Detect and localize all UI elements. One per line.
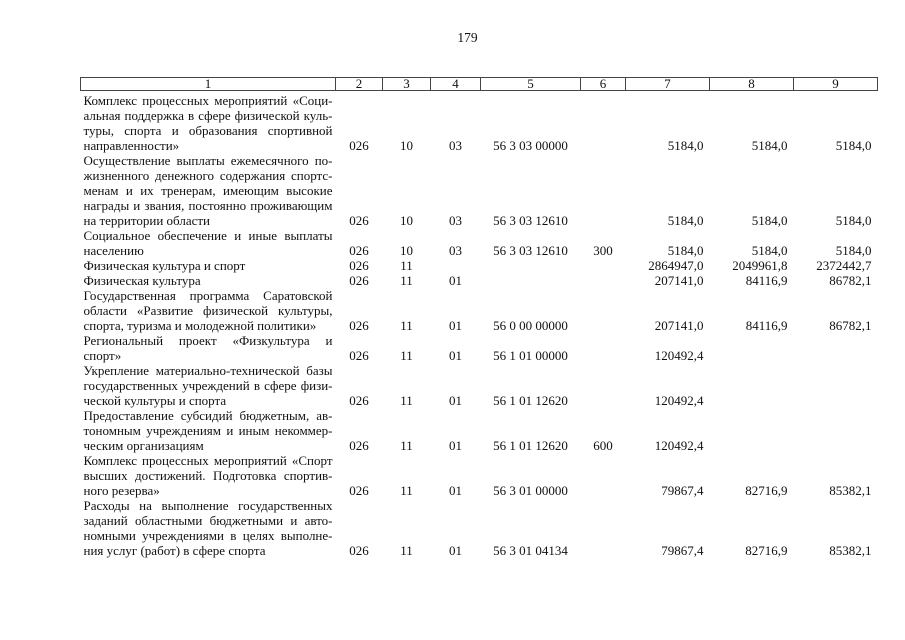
row-name-line: области «Развитие физической культуры,: [83, 303, 333, 318]
row-name: [81, 408, 336, 453]
row-name-line: Укрепление материально-технической базы: [83, 363, 333, 378]
row-name-line: Осуществление выплаты ежемесячного по-: [83, 153, 333, 168]
cell-c3: 10: [400, 243, 413, 258]
cell-c9: 2372442,7: [816, 258, 872, 273]
row-name-line: альная поддержка в сфере физической куль-: [83, 108, 333, 123]
cell-c3: 11: [400, 318, 413, 333]
cell-c4: 03: [449, 243, 462, 258]
row-name: [81, 258, 336, 273]
cell-c5: 56 1 01 12620: [493, 393, 568, 408]
row-name: [81, 288, 336, 333]
cell-c8: 82716,9: [745, 483, 788, 498]
table-row: [81, 258, 878, 273]
cell-c4: [431, 258, 481, 273]
cell-c8: 5184,0: [751, 138, 788, 153]
row-name-line: высших достижений. Подготовка спортив-: [83, 468, 333, 483]
cell-c8: [710, 408, 794, 453]
row-name-line: Комплекс процессных мероприятий «Соци-: [83, 93, 333, 108]
cell-c6: [581, 273, 626, 288]
cell-c7: 5184,0: [667, 243, 704, 258]
cell-c3: 11: [400, 483, 413, 498]
cell-c9: 5184,0: [835, 243, 872, 258]
cell-c9: 5184,0: [835, 213, 872, 228]
cell-c2: 026: [349, 348, 369, 363]
table-row: [81, 408, 878, 453]
row-name-line: Государственная программа Саратовской: [83, 288, 333, 303]
row-name-line: Региональный проект «Физкультура и: [83, 333, 333, 348]
cell-c3: 11: [400, 438, 413, 453]
cell-c4: 01: [449, 543, 462, 558]
cell-c3: 11: [400, 258, 413, 273]
row-name-line: Предоставление субсидий бюджетным, ав-: [83, 408, 333, 423]
cell-c5: [481, 258, 581, 273]
cell-c2: 026: [349, 243, 369, 258]
cell-c6: [581, 258, 626, 273]
cell-c2: 026: [349, 543, 369, 558]
cell-c6: [581, 498, 626, 558]
cell-c6: 600: [593, 438, 613, 453]
row-name: [81, 91, 336, 154]
row-name: [81, 333, 336, 363]
cell-c3: 11: [400, 348, 413, 363]
row-name: [81, 228, 336, 258]
column-header-6: 6: [581, 78, 626, 91]
cell-c6: [581, 91, 626, 154]
cell-c7: 207141,0: [654, 318, 704, 333]
row-name-line: спорта, туризма и молодежной политики»: [83, 318, 317, 333]
cell-c6: 300: [593, 243, 613, 258]
cell-c5: 56 1 01 12620: [493, 438, 568, 453]
cell-c9: [794, 333, 878, 363]
cell-c2: 026: [349, 438, 369, 453]
cell-c3: 11: [400, 543, 413, 558]
table-row: [81, 288, 878, 333]
table-row: [81, 363, 878, 408]
cell-c9: 85382,1: [829, 543, 872, 558]
row-name-line: ческой культуры и спорта: [83, 393, 227, 408]
cell-c7: 79867,4: [661, 543, 704, 558]
cell-c6: [581, 153, 626, 228]
row-name-line: тономным учреждениям и иным некоммер-: [83, 423, 333, 438]
row-name-line: туры, спорта и образования спортивной: [83, 123, 333, 138]
cell-c6: [581, 453, 626, 498]
cell-c7: 5184,0: [667, 213, 704, 228]
cell-c7: 207141,0: [654, 273, 704, 288]
cell-c6: [581, 333, 626, 363]
column-header-3: 3: [383, 78, 431, 91]
row-name-line: Социальное обеспечение и иные выплаты: [83, 228, 333, 243]
header-row: [81, 78, 878, 91]
row-name-line: награды и звания, постоянно проживающим: [83, 198, 333, 213]
column-header-8: 8: [710, 78, 794, 91]
cell-c7: 120492,4: [654, 393, 704, 408]
cell-c4: 01: [449, 273, 462, 288]
cell-c8: 84116,9: [745, 318, 788, 333]
cell-c8: 5184,0: [751, 243, 788, 258]
row-name-line: государственных учреждений в сфере физи-: [83, 378, 333, 393]
cell-c4: 01: [449, 318, 462, 333]
row-name-line: Физическая культура и спорт: [83, 258, 246, 273]
page-number: 179: [457, 30, 478, 45]
row-name-line: спорт»: [83, 348, 122, 363]
cell-c2: 026: [349, 138, 369, 153]
cell-c2: 026: [349, 213, 369, 228]
row-name-line: Расходы на выполнение государственных: [83, 498, 333, 513]
column-header-4: 4: [431, 78, 481, 91]
cell-c6: [581, 288, 626, 333]
cell-c9: [794, 408, 878, 453]
cell-c4: 01: [449, 393, 462, 408]
table-row: [81, 453, 878, 498]
row-name-line: на территории области: [83, 213, 211, 228]
cell-c7: 2864947,0: [648, 258, 704, 273]
budget-table: [80, 77, 878, 558]
cell-c6: [581, 363, 626, 408]
row-name-line: ческим организациям: [83, 438, 204, 453]
cell-c7: 5184,0: [667, 138, 704, 153]
row-name-line: ного резерва»: [83, 483, 160, 498]
cell-c8: 2049961,8: [732, 258, 788, 273]
column-header-2: 2: [336, 78, 383, 91]
cell-c4: 01: [449, 438, 462, 453]
table-row: [81, 333, 878, 363]
row-name-line: номными учреждениями в целях выполне-: [83, 528, 333, 543]
cell-c3: 10: [400, 138, 413, 153]
row-name-line: менам и их тренерам, имеющим высокие: [83, 183, 333, 198]
table-row: [81, 153, 878, 228]
cell-c7: 79867,4: [661, 483, 704, 498]
cell-c9: 85382,1: [829, 483, 872, 498]
cell-c9: 86782,1: [829, 318, 872, 333]
cell-c4: 03: [449, 138, 462, 153]
table-row: [81, 91, 878, 154]
row-name: [81, 363, 336, 408]
cell-c4: 01: [449, 483, 462, 498]
cell-c7: 120492,4: [654, 348, 704, 363]
row-name: [81, 453, 336, 498]
cell-c5: [481, 273, 581, 288]
row-name-line: направленности»: [83, 138, 180, 153]
cell-c2: 026: [349, 393, 369, 408]
table-row: [81, 498, 878, 558]
cell-c3: 10: [400, 213, 413, 228]
cell-c5: 56 1 01 00000: [493, 348, 568, 363]
cell-c3: 11: [400, 273, 413, 288]
row-name-line: Физическая культура: [83, 273, 201, 288]
cell-c7: 120492,4: [654, 438, 704, 453]
cell-c9: 86782,1: [829, 273, 872, 288]
cell-c2: 026: [349, 318, 369, 333]
cell-c8: 5184,0: [751, 213, 788, 228]
row-name-line: Комплекс процессных мероприятий «Спорт: [83, 453, 333, 468]
cell-c9: 5184,0: [835, 138, 872, 153]
row-name-line: ния услуг (работ) в сфере спорта: [83, 543, 266, 558]
row-name-line: населению: [83, 243, 144, 258]
cell-c9: [794, 363, 878, 408]
column-header-5: 5: [481, 78, 581, 91]
cell-c3: 11: [400, 393, 413, 408]
cell-c8: [710, 333, 794, 363]
column-header-9: 9: [794, 78, 878, 91]
cell-c8: [710, 363, 794, 408]
column-header-1: 1: [81, 78, 336, 91]
cell-c2: 026: [349, 483, 369, 498]
row-name-line: жизненного денежного содержания спортс-: [83, 168, 333, 183]
cell-c5: 56 0 00 00000: [493, 318, 568, 333]
table-row: [81, 273, 878, 288]
cell-c2: 026: [349, 258, 369, 273]
cell-c5: 56 3 03 12610: [493, 213, 568, 228]
cell-c8: 82716,9: [745, 543, 788, 558]
cell-c5: 56 3 01 00000: [493, 483, 568, 498]
cell-c4: 01: [449, 348, 462, 363]
row-name: [81, 153, 336, 228]
cell-c5: 56 3 03 00000: [493, 138, 568, 153]
row-name-line: заданий областными бюджетными и авто-: [83, 513, 333, 528]
row-name: [81, 273, 336, 288]
cell-c5: 56 3 01 04134: [493, 543, 568, 558]
column-header-7: 7: [626, 78, 710, 91]
cell-c8: 84116,9: [745, 273, 788, 288]
cell-c5: 56 3 03 12610: [493, 243, 568, 258]
cell-c2: 026: [349, 273, 369, 288]
cell-c4: 03: [449, 213, 462, 228]
row-name: [81, 498, 336, 558]
table-row: [81, 228, 878, 258]
